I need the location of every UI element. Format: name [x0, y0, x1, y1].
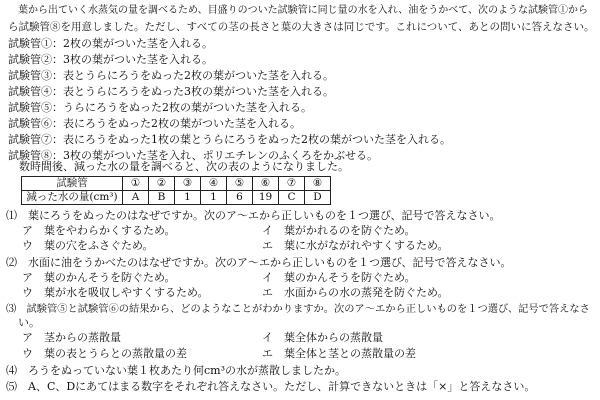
results-table-value-row	[22, 191, 331, 205]
question-3-continued: い。	[18, 316, 40, 329]
q3-choice-a: ア 茎からの蒸散量	[22, 331, 121, 344]
tube-1-description: 試験管①：2枚の葉がついた茎を入れる。	[8, 37, 213, 50]
q2-choice-i: イ 葉のかんそうを防ぐため。	[262, 271, 416, 284]
question-3: ⑶ 試験管⑤と試験管⑥の結果から、どのようなことがわかりますか。次のア〜エから正しいものを１つ選び、記号で答えなさ	[6, 303, 590, 315]
value-cell: D	[305, 191, 331, 205]
tube-5-description: 試験管⑤：うらにろうをぬった2枚の葉がついた茎を入れる。	[8, 101, 312, 114]
intro-line-2: ら試験管⑧を用意しました。ただし、すべての茎の長さと葉の大きさは同じです。これについて、あとの問いに答えなさい。	[8, 21, 595, 33]
row-label: 減った水の量(cm³)	[22, 191, 123, 205]
header-cell: ③	[175, 177, 201, 191]
value-cell: C	[279, 191, 305, 205]
value-cell: 19	[253, 191, 279, 205]
q1-choice-a: ア 葉をやわらかくするため。	[22, 224, 176, 237]
results-table-header-row	[22, 177, 331, 191]
tube-3-description: 試験管③：表とうらにろうをぬった2枚の葉がついた茎を入れる。	[8, 69, 334, 82]
tube-7-description: 試験管⑦：表にろうをぬった1枚の葉とうらにろうをぬった2枚の葉がついた茎を入れる。	[8, 133, 451, 146]
q1-choice-e: エ 葉に水がながれやすくするため。	[262, 239, 449, 252]
header-cell: ⑧	[305, 177, 331, 191]
question-2: ⑵ 水面に油をうかべたのはなぜですか。次のア〜エから正しいものを１つ選び、記号で答えなさい。	[6, 256, 512, 269]
table-intro: 数時間後、減った水の量を調べると、次の表のようになりました。	[8, 160, 349, 173]
tube-2-description: 試験管②：3枚の葉がついた茎を入れる。	[8, 53, 213, 66]
tube-4-description: 試験管④：表とうらにろうをぬった3枚の葉がついた茎を入れる。	[8, 85, 334, 98]
question-4: ⑷ ろうをぬっていない葉１枚あたり何cm³の水が蒸散しましたか。	[6, 364, 346, 377]
header-cell: ⑤	[227, 177, 253, 191]
results-table	[21, 176, 331, 205]
value-cell: 6	[227, 191, 253, 205]
question-5: ⑸ A、C、Dにあてはまる数字をそれぞれ答えなさい。ただし、計算できないときは「×」と答えなさい。	[6, 380, 536, 393]
header-cell: ②	[149, 177, 175, 191]
value-cell: B	[149, 191, 175, 205]
value-cell: A	[123, 191, 149, 205]
value-cell: 1	[201, 191, 227, 205]
header-cell: ①	[123, 177, 149, 191]
header-label: 試験管	[22, 177, 123, 191]
header-cell: ⑥	[253, 177, 279, 191]
tube-6-description: 試験管⑥：表にろうをぬった2枚の葉がついた茎を入れる。	[8, 117, 301, 130]
q1-choice-i: イ 葉がかれるのを防ぐため。	[262, 224, 416, 237]
header-cell: ④	[201, 177, 227, 191]
q2-choice-a: ア 葉のかんそうを防ぐため。	[22, 271, 176, 284]
tube-8-description: 試験管⑧：3枚の葉がついた茎を入れ、ポリエチレンのふくろをかぶせる。	[8, 149, 378, 162]
question-1: ⑴ 葉にろうをぬったのはなぜですか。次のア〜エから正しいものを１つ選び、記号で答えなさい。	[6, 209, 501, 222]
value-cell: 1	[175, 191, 201, 205]
q3-choice-u: ウ 葉の表とうらとの蒸散量の差	[22, 347, 187, 360]
q3-choice-e: エ 葉全体と茎との蒸散量の差	[262, 347, 416, 360]
q3-choice-i: イ 葉全体からの蒸散量	[262, 331, 383, 344]
q2-choice-e: エ 水面からの水の蒸発を防ぐため。	[262, 286, 449, 299]
header-cell: ⑦	[279, 177, 305, 191]
q1-choice-u: ウ 葉の穴をふさぐため。	[22, 239, 154, 252]
q2-choice-u: ウ 葉が水を吸収しやすくするため。	[22, 286, 209, 299]
intro-line-1: 葉から出ていく水蒸気の量を調べるため、目盛りのついた試験管に同じ量の水を入れ、油をうかべて、次のような試験管①から	[8, 5, 588, 16]
